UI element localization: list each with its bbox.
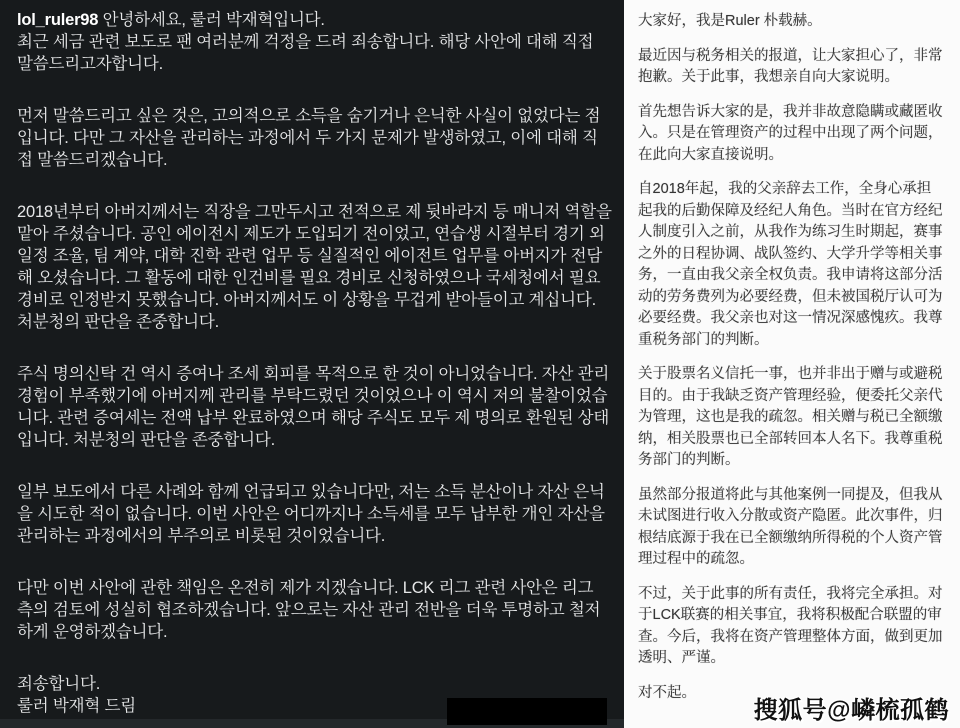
korean-intro: 최근 세금 관련 보도로 팬 여러분께 걱정을 드려 죄송합니다. 해당 사안에 대해 직접 말씀드리고자합니다. [17, 33, 594, 73]
chinese-paragraph-2: 最近因与税务相关的报道，让大家担心了，非常抱歉。关于此事，我想亲自向大家说明。 [638, 47, 943, 85]
korean-paragraph-5: 다만 이번 사안에 관한 책임은 온전히 제가 지겠습니다. LCK 리그 관련 사안은 리그 측의 검토에 성실히 협조하겠습니다. 앞으로는 자산 관리 전반을 더욱 투명하고 철저하게 운영하겠습니다. [17, 579, 601, 641]
chinese-closing: 对不起。 [638, 684, 696, 701]
chinese-paragraph-6: 虽然部分报道将此与其他案例一同提及，但我从未试图进行收入分散或资产隐匿。此次事件，归根结底源于我在已全额缴纳所得税的个人资产管理过程中的疏忽。 [638, 486, 943, 567]
korean-intro-paragraph [17, 9, 612, 75]
korean-paragraph-2: 2018년부터 아버지께서는 직장을 그만두시고 전적으로 제 뒷바라지 등 매니저 역할을 맡아 주셨습니다. 공인 에이전시 제도가 도입되기 전이었고, 연습생 시절부터 경기 외 일정 조율, 팀 계약, 대학 진학 관련 업무 등 실질적인 에이전트 업무를 아버지가 전담해 오셨습니다. 그 활동에 대한 인건비를 필요 경비로 신청하였으나 국세청에서 필요경비로 인정받지 못했습니다. 아버지께서도 이 상황을 무겁게 받아들이고 계십니다. 처분청의 판단을 존중합니다. [17, 203, 612, 331]
chinese-paragraph-7: 不过，关于此事的所有责任，我将完全承担。对于LCK联赛的相关事宜，我将积极配合联盟的审查。今后，我将在资产管理整体方面，做到更加透明、严谨。 [638, 585, 943, 666]
redacted-watermark-bar [447, 698, 607, 725]
chinese-paragraph-4: 自2018年起，我的父亲辞去工作，全身心承担起我的后勤保障及经纪人角色。当时在官方经纪人制度引入之前，从我作为练习生时期起，赛事之外的日程协调、战队签约、大学升学等相关事务，一直由我父亲全权负责。我申请将这部分活动的劳务费列为必要经费，但未被国税厅认可为必要经费。我父亲也对这一情况深感愧疚。我尊重税务部门的判断。 [638, 181, 943, 348]
korean-paragraph-4: 일부 보도에서 다른 사례와 함께 언급되고 있습니다만, 저는 소득 분산이나 자산 은닉을 시도한 적이 없습니다. 이번 사안은 어디까지나 소득세를 모두 납부한 개인 자산을 관리하는 과정에서의 부주의로 비롯된 것이었습니다. [17, 483, 605, 545]
chinese-paragraph-1: 大家好，我是Ruler 朴载赫。 [638, 13, 822, 29]
chinese-paragraph-3: 首先想告诉大家的是，我并非故意隐瞒或藏匿收入。只是在管理资产的过程中出现了两个问题，在此向大家直接说明。 [638, 103, 943, 163]
korean-paragraph-3: 주식 명의신탁 건 역시 증여나 조세 회피를 목적으로 한 것이 아니었습니다. 자산 관리 경험이 부족했기에 아버지께 관리를 부탁드렸던 것이었으나 이 역시 저의 불찰이었습니다. 관련 증여세는 전액 납부 완료하였으며 해당 주식도 모두 제 명의로 환원된 상태입니다. 처분청의 판단을 존중합니다. [17, 365, 610, 449]
korean-signature: 룰러 박재혁 드림 [17, 697, 136, 715]
chinese-paragraph-5: 关于股票名义信托一事，也并非出于赠与或避税目的。由于我缺乏资产管理经验，便委托父亲代为管理，这也是我的疏忽。相关赠与税已全额缴纳，相关股票也已全部转回本人名下。我尊重税务部门的判断。 [638, 366, 943, 468]
korean-closing: 죄송합니다. [17, 675, 101, 693]
chinese-translation-panel [624, 0, 960, 728]
sohu-watermark: 搜狐号@嶙梳孤鹤 [753, 697, 949, 724]
instagram-username[interactable]: lol_ruler98 [17, 11, 99, 29]
korean-paragraph-1: 먼저 말씀드리고 싶은 것은, 고의적으로 소득을 숨기거나 은닉한 사실이 없었다는 점입니다. 다만 그 자산을 관리하는 과정에서 두 가지 문제가 발생하였고, 이에 대해 직접 말씀드리겠습니다. [17, 107, 601, 169]
korean-greeting: 안녕하세요, 룰러 박재혁입니다. [102, 11, 325, 29]
